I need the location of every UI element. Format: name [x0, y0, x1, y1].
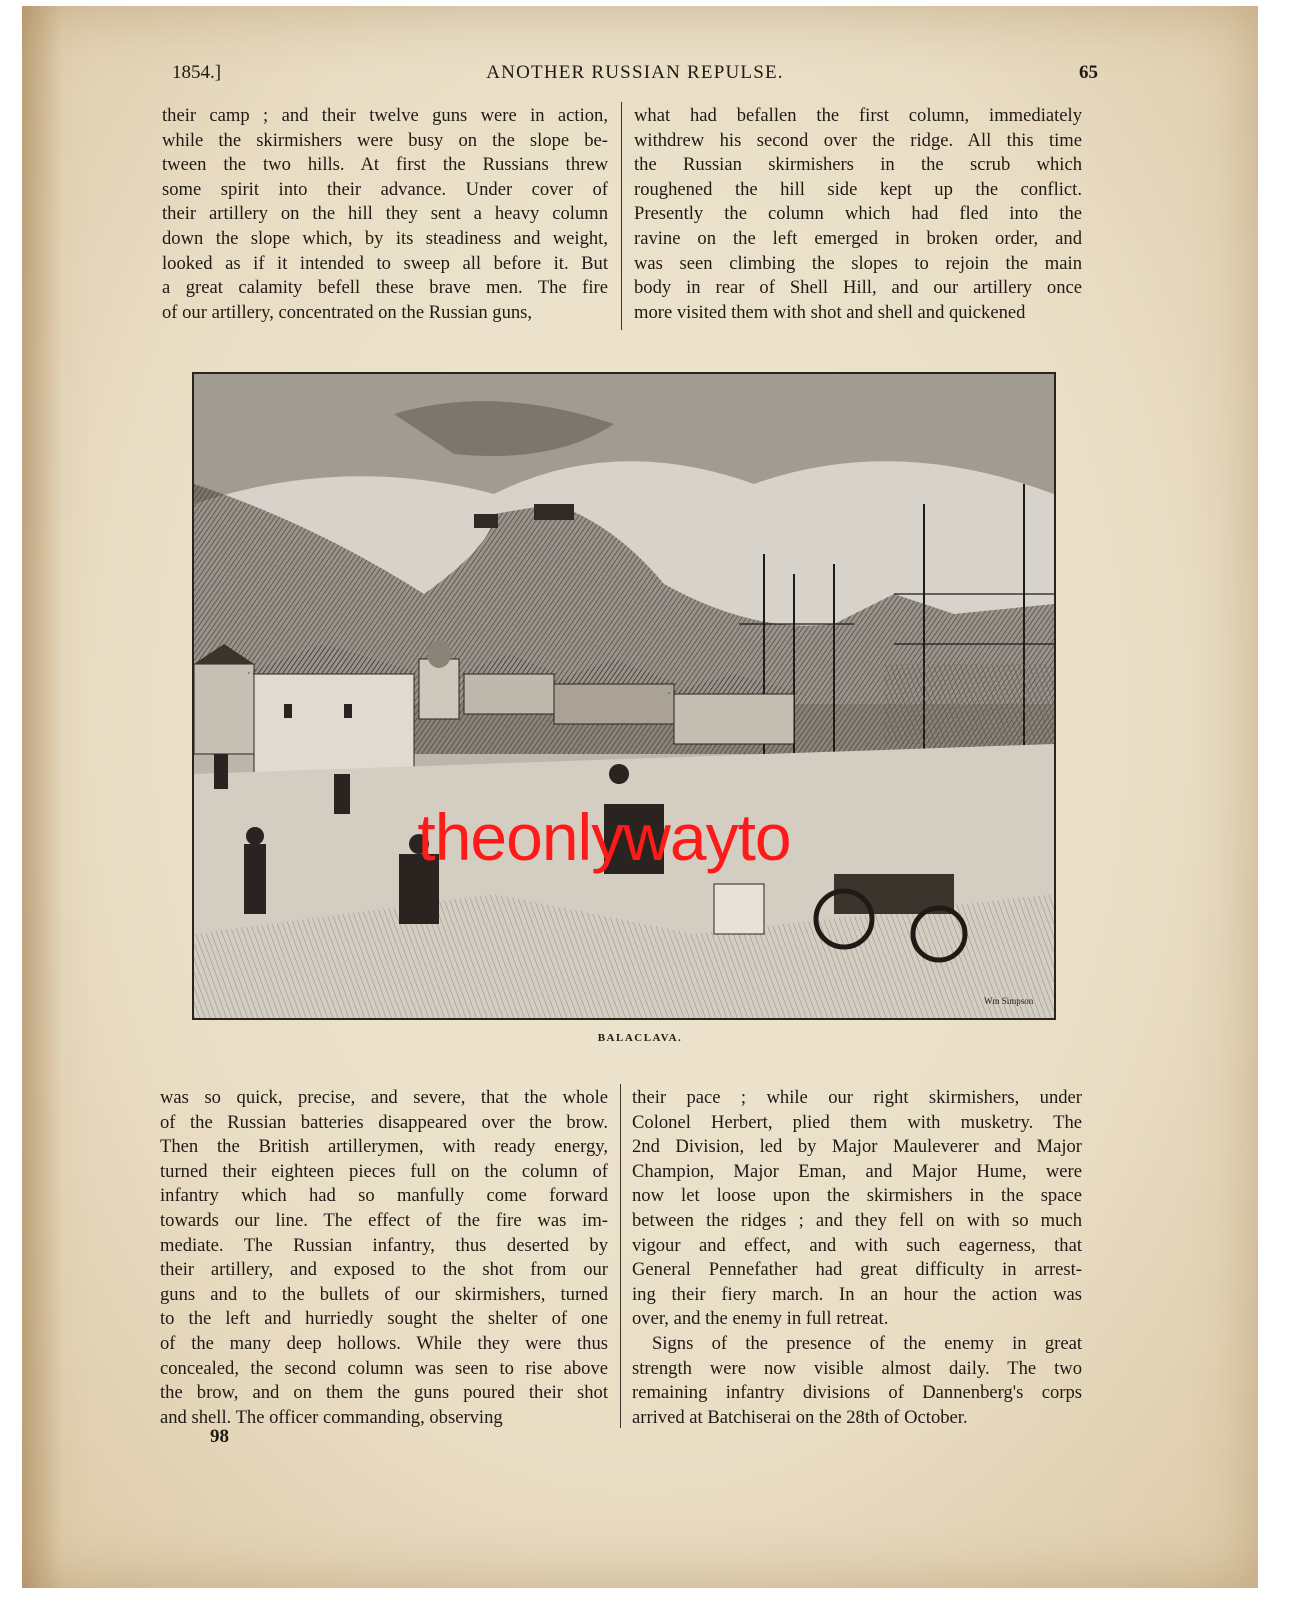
- artist-signature: Wm Simpson: [984, 996, 1034, 1006]
- text-line: was so quick, precise, and severe, that the whole: [160, 1087, 608, 1108]
- text-line: a great calamity befell these brave men. The fire: [162, 277, 608, 299]
- header-title: ANOTHER RUSSIAN REPULSE.: [486, 62, 784, 83]
- text-line: concealed, the second column was seen to rise above: [160, 1357, 608, 1379]
- text-line: arrived at Batchiserai on the 28th of October.: [632, 1406, 968, 1428]
- text-line: ravine on the left emerged in broken order, and: [634, 227, 1082, 249]
- text-line: between the ridges ; and they fell on with so much: [632, 1209, 1082, 1231]
- text-line: their camp ; and their twelve guns were in action,: [162, 105, 608, 126]
- running-header: [172, 62, 1098, 92]
- text-line: the brow, and on them the guns poured their shot: [160, 1382, 608, 1404]
- book-page: [22, 6, 1258, 1588]
- text-line: towards our line. The effect of the fire was im-: [160, 1209, 608, 1231]
- text-line: tween the two hills. At first the Russians threw: [162, 154, 608, 176]
- text-line: ing their fiery march. In an hour the action was: [632, 1283, 1082, 1305]
- text-line: Signs of the presence of the enemy in great: [652, 1332, 1082, 1354]
- text-line: to the left and hurriedly sought the shelter of one: [160, 1308, 608, 1330]
- text-line: the Russian skirmishers in the scrub which: [634, 154, 1082, 176]
- column-bottom-right: [632, 1086, 1082, 1430]
- text-line: Presently the column which had fled into the: [634, 203, 1082, 225]
- watermark-text: theonlywayto: [417, 800, 791, 874]
- figure-caption: BALACLAVA.: [597, 1032, 683, 1044]
- cotton-bale: [714, 884, 764, 934]
- text-line: Then the British artillerymen, with ready energy,: [160, 1136, 608, 1158]
- column-top-left: [162, 104, 608, 325]
- text-line: guns and to the bullets of our skirmishers, turned: [160, 1283, 608, 1305]
- castle-ruins: [474, 514, 498, 528]
- header-year: 1854.]: [172, 62, 222, 83]
- ship-hull: [884, 664, 1054, 744]
- text-line: some spirit into their advance. Under cover of: [162, 178, 608, 200]
- text-line: over, and the enemy in full retreat.: [632, 1308, 889, 1330]
- engraving-illustration: [194, 374, 1054, 1018]
- text-line: of the Russian batteries disappeared over the brow.: [160, 1111, 608, 1133]
- text-line: infantry which had so manfully come forward: [160, 1185, 608, 1207]
- text-line: their pace ; while our right skirmishers, under: [632, 1087, 1082, 1108]
- text-line: strength were now visible almost daily. The two: [632, 1357, 1082, 1379]
- text-line: vigour and effect, and with such eagerness, that: [632, 1234, 1082, 1256]
- text-line: down the slope which, by its steadiness and weight,: [162, 227, 608, 249]
- text-line: of the many deep hollows. While they were thus: [160, 1332, 608, 1354]
- text-line: General Pennefather had great difficulty in arrest-: [632, 1259, 1082, 1281]
- text-line: of our artillery, concentrated on the Russian guns,: [162, 301, 533, 323]
- text-line: what had befallen the first column, immediately: [634, 105, 1082, 126]
- column-divider-top: [621, 102, 622, 330]
- text-line: while the skirmishers were busy on the slope be-: [162, 129, 608, 151]
- text-line: roughened the hill side kept up the conflict.: [634, 178, 1082, 200]
- column-top-right: [634, 104, 1082, 325]
- text-line: more visited them with shot and shell and quickened: [634, 301, 1026, 323]
- text-line: and shell. The officer commanding, observing: [160, 1406, 503, 1428]
- text-line: 2nd Division, led by Major Mauleverer and Major: [632, 1136, 1082, 1158]
- text-line: turned their eighteen pieces full on the column of: [160, 1160, 608, 1182]
- text-line: withdrew his second over the ridge. All this time: [634, 129, 1082, 151]
- column-divider-bottom: [620, 1084, 621, 1428]
- text-line: Colonel Herbert, plied them with musketry. The: [632, 1111, 1082, 1133]
- column-bottom-left: [160, 1086, 608, 1430]
- text-line: was seen climbing the slopes to rejoin the main: [634, 252, 1082, 274]
- text-line: remaining infantry divisions of Dannenberg's corps: [632, 1382, 1082, 1404]
- signature-mark: 98: [210, 1426, 229, 1447]
- page-number: 65: [1079, 62, 1098, 83]
- page-edge-shading: [22, 6, 62, 1588]
- text-line: looked as if it intended to sweep all before it. But: [162, 252, 608, 274]
- text-line: body in rear of Shell Hill, and our artillery once: [634, 277, 1082, 299]
- text-line: mediate. The Russian infantry, thus deserted by: [160, 1234, 608, 1256]
- text-line: now let loose upon the skirmishers in the space: [632, 1185, 1082, 1207]
- text-line: their artillery, and exposed to the shot from our: [160, 1259, 608, 1281]
- balaclava-engraving: [192, 372, 1056, 1020]
- text-line: Champion, Major Eman, and Major Hume, were: [632, 1160, 1082, 1182]
- text-line: their artillery on the hill they sent a heavy column: [162, 203, 608, 225]
